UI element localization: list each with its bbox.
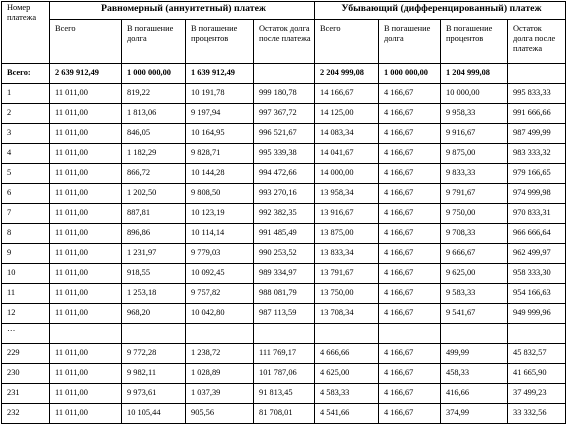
ellipsis-row [2, 324, 566, 344]
diff-principal-cell: 4 166,67 [379, 284, 441, 304]
payment-number-cell: 9 [2, 244, 50, 264]
empty-cell [50, 324, 122, 344]
table-row [2, 404, 566, 424]
diff-principal-cell: 4 166,67 [379, 224, 441, 244]
ellipsis-cell: … [2, 324, 50, 344]
payment-number-cell: 10 [2, 264, 50, 284]
annuity-balance-header: Остаток долга после платежа [254, 20, 315, 64]
diff-balance-cell: 970 833,31 [508, 204, 566, 224]
diff-balance-cell: 974 999,98 [508, 184, 566, 204]
annuity-principal-cell: 1 231,97 [122, 244, 186, 264]
annuity-total-header: Всего [50, 20, 122, 64]
diff-total-header: Всего [315, 20, 379, 64]
annuity-total-cell: 11 011,00 [50, 284, 122, 304]
annuity-interest-cell: 10 164,95 [186, 124, 254, 144]
diff-principal-cell: 4 166,67 [379, 244, 441, 264]
diff-principal-cell: 4 166,67 [379, 124, 441, 144]
annuity-section-title: Равномерный (аннуитетный) платеж [50, 2, 315, 20]
diff-interest-cell: 10 000,00 [441, 84, 508, 104]
diff-total-sum: 2 204 999,08 [315, 64, 379, 84]
diff-principal-cell: 4 166,67 [379, 264, 441, 284]
diff-interest-cell: 9 666,67 [441, 244, 508, 264]
diff-interest-sum: 1 204 999,08 [441, 64, 508, 84]
differentiated-section-title: Убывающий (дифференцированный) платеж [315, 2, 566, 20]
empty-cell [254, 324, 315, 344]
annuity-balance-cell: 994 472,66 [254, 164, 315, 184]
annuity-principal-cell: 896,86 [122, 224, 186, 244]
diff-balance-cell: 962 499,97 [508, 244, 566, 264]
payment-number-cell: 12 [2, 304, 50, 324]
annuity-total-cell: 11 011,00 [50, 384, 122, 404]
annuity-principal-cell: 819,22 [122, 84, 186, 104]
annuity-interest-cell: 10 114,14 [186, 224, 254, 244]
table-row [2, 144, 566, 164]
annuity-principal-cell: 1 813,06 [122, 104, 186, 124]
diff-total-cell: 13 958,34 [315, 184, 379, 204]
annuity-balance-cell: 91 813,45 [254, 384, 315, 404]
diff-balance-cell: 987 499,99 [508, 124, 566, 144]
table-row [2, 304, 566, 324]
payment-number-cell: 4 [2, 144, 50, 164]
diff-balance-cell: 949 999,96 [508, 304, 566, 324]
payment-number-cell: 6 [2, 184, 50, 204]
annuity-interest-cell: 9 779,03 [186, 244, 254, 264]
annuity-principal-cell: 846,05 [122, 124, 186, 144]
diff-principal-cell: 4 166,67 [379, 164, 441, 184]
annuity-principal-cell: 1 182,29 [122, 144, 186, 164]
diff-total-cell: 13 875,00 [315, 224, 379, 244]
payment-number-cell: 231 [2, 384, 50, 404]
diff-total-cell: 13 916,67 [315, 204, 379, 224]
table-row [2, 224, 566, 244]
diff-interest-cell: 9 541,67 [441, 304, 508, 324]
annuity-principal-cell: 9 973,61 [122, 384, 186, 404]
diff-total-cell: 4 625,00 [315, 364, 379, 384]
annuity-balance-cell: 101 787,06 [254, 364, 315, 384]
annuity-principal-cell: 9 772,28 [122, 344, 186, 364]
annuity-interest-cell: 10 042,80 [186, 304, 254, 324]
annuity-interest-cell: 10 191,78 [186, 84, 254, 104]
diff-interest-cell: 9 625,00 [441, 264, 508, 284]
annuity-interest-header: В погашение процентов [186, 20, 254, 64]
table-row [2, 104, 566, 124]
payment-number-cell: 230 [2, 364, 50, 384]
annuity-interest-cell: 10 092,45 [186, 264, 254, 284]
annuity-principal-sum: 1 000 000,00 [122, 64, 186, 84]
table-row [2, 124, 566, 144]
table-row [2, 244, 566, 264]
annuity-interest-cell: 9 808,50 [186, 184, 254, 204]
annuity-balance-cell: 988 081,79 [254, 284, 315, 304]
totals-row [2, 64, 566, 84]
table-row [2, 384, 566, 404]
diff-balance-cell: 991 666,66 [508, 104, 566, 124]
diff-balance-cell: 33 332,56 [508, 404, 566, 424]
annuity-principal-cell: 918,55 [122, 264, 186, 284]
annuity-total-cell: 11 011,00 [50, 224, 122, 244]
annuity-interest-cell: 10 144,28 [186, 164, 254, 184]
annuity-total-cell: 11 011,00 [50, 404, 122, 424]
diff-balance-cell: 958 333,30 [508, 264, 566, 284]
diff-balance-cell: 979 166,65 [508, 164, 566, 184]
diff-principal-cell: 4 166,67 [379, 84, 441, 104]
annuity-principal-cell: 9 982,11 [122, 364, 186, 384]
table-row [2, 344, 566, 364]
annuity-interest-cell: 905,56 [186, 404, 254, 424]
annuity-total-cell: 11 011,00 [50, 304, 122, 324]
diff-principal-sum: 1 000 000,00 [379, 64, 441, 84]
empty-cell [186, 324, 254, 344]
annuity-interest-cell: 9 757,82 [186, 284, 254, 304]
diff-principal-cell: 4 166,67 [379, 344, 441, 364]
diff-principal-header: В погашение долга [379, 20, 441, 64]
payment-number-cell: 8 [2, 224, 50, 244]
diff-interest-cell: 9 750,00 [441, 204, 508, 224]
diff-total-cell: 14 041,67 [315, 144, 379, 164]
payment-number-cell: 229 [2, 344, 50, 364]
diff-total-cell: 14 000,00 [315, 164, 379, 184]
diff-balance-cell: 954 166,63 [508, 284, 566, 304]
diff-total-cell: 13 708,34 [315, 304, 379, 324]
annuity-balance-cell: 999 180,78 [254, 84, 315, 104]
annuity-balance-sum [254, 64, 315, 84]
annuity-interest-cell: 9 197,94 [186, 104, 254, 124]
table-row [2, 84, 566, 104]
diff-principal-cell: 4 166,67 [379, 104, 441, 124]
diff-interest-cell: 9 875,00 [441, 144, 508, 164]
annuity-balance-cell: 992 382,35 [254, 204, 315, 224]
table-row [2, 164, 566, 184]
payment-number-cell: 3 [2, 124, 50, 144]
header-group-row [2, 2, 566, 20]
diff-principal-cell: 4 166,67 [379, 384, 441, 404]
empty-cell [441, 324, 508, 344]
diff-interest-cell: 458,33 [441, 364, 508, 384]
annuity-interest-sum: 1 639 912,49 [186, 64, 254, 84]
annuity-balance-cell: 996 521,67 [254, 124, 315, 144]
table-body [2, 2, 566, 424]
diff-principal-cell: 4 166,67 [379, 404, 441, 424]
diff-interest-cell: 9 791,67 [441, 184, 508, 204]
annuity-principal-cell: 887,81 [122, 204, 186, 224]
loan-payment-table [1, 1, 566, 424]
annuity-interest-cell: 1 028,89 [186, 364, 254, 384]
payment-number-cell: 11 [2, 284, 50, 304]
diff-balance-cell: 983 333,32 [508, 144, 566, 164]
diff-interest-cell: 499,99 [441, 344, 508, 364]
annuity-total-cell: 11 011,00 [50, 244, 122, 264]
diff-total-cell: 4 541,66 [315, 404, 379, 424]
diff-total-cell: 13 750,00 [315, 284, 379, 304]
annuity-balance-cell: 990 253,52 [254, 244, 315, 264]
diff-interest-cell: 9 833,33 [441, 164, 508, 184]
diff-total-cell: 13 791,67 [315, 264, 379, 284]
totals-label: Всего: [2, 64, 50, 84]
annuity-total-cell: 11 011,00 [50, 264, 122, 284]
diff-balance-header: Остаток долга после платежа [508, 20, 566, 64]
annuity-total-cell: 11 011,00 [50, 184, 122, 204]
diff-total-cell: 14 125,00 [315, 104, 379, 124]
annuity-principal-cell: 968,20 [122, 304, 186, 324]
annuity-principal-cell: 1 202,50 [122, 184, 186, 204]
diff-principal-cell: 4 166,67 [379, 184, 441, 204]
annuity-balance-cell: 991 485,49 [254, 224, 315, 244]
annuity-total-cell: 11 011,00 [50, 84, 122, 104]
diff-interest-cell: 9 708,33 [441, 224, 508, 244]
diff-total-cell: 4 666,66 [315, 344, 379, 364]
annuity-interest-cell: 9 828,71 [186, 144, 254, 164]
empty-cell [508, 324, 566, 344]
diff-interest-cell: 9 958,33 [441, 104, 508, 124]
diff-total-cell: 14 083,34 [315, 124, 379, 144]
table-row [2, 264, 566, 284]
annuity-interest-cell: 1 037,39 [186, 384, 254, 404]
payment-number-cell: 5 [2, 164, 50, 184]
diff-balance-cell: 41 665,90 [508, 364, 566, 384]
diff-principal-cell: 4 166,67 [379, 304, 441, 324]
diff-principal-cell: 4 166,67 [379, 364, 441, 384]
annuity-total-cell: 11 011,00 [50, 204, 122, 224]
annuity-balance-cell: 995 339,38 [254, 144, 315, 164]
diff-total-cell: 13 833,34 [315, 244, 379, 264]
diff-balance-cell: 45 832,57 [508, 344, 566, 364]
payment-number-cell: 2 [2, 104, 50, 124]
payment-number-cell: 7 [2, 204, 50, 224]
annuity-total-sum: 2 639 912,49 [50, 64, 122, 84]
table-row [2, 284, 566, 304]
annuity-principal-header: В погашение долга [122, 20, 186, 64]
diff-total-cell: 4 583,33 [315, 384, 379, 404]
annuity-principal-cell: 10 105,44 [122, 404, 186, 424]
annuity-balance-cell: 993 270,16 [254, 184, 315, 204]
annuity-principal-cell: 866,72 [122, 164, 186, 184]
empty-cell [379, 324, 441, 344]
annuity-balance-cell: 989 334,97 [254, 264, 315, 284]
table-row [2, 184, 566, 204]
diff-total-cell: 14 166,67 [315, 84, 379, 104]
annuity-total-cell: 11 011,00 [50, 124, 122, 144]
header-subcolumn-row [2, 20, 566, 64]
annuity-balance-cell: 987 113,59 [254, 304, 315, 324]
diff-interest-header: В погашение процентов [441, 20, 508, 64]
diff-interest-cell: 416,66 [441, 384, 508, 404]
annuity-total-cell: 11 011,00 [50, 344, 122, 364]
diff-balance-cell: 37 499,23 [508, 384, 566, 404]
payment-number-cell: 1 [2, 84, 50, 104]
annuity-total-cell: 11 011,00 [50, 144, 122, 164]
annuity-balance-cell: 997 367,72 [254, 104, 315, 124]
diff-interest-cell: 9 916,67 [441, 124, 508, 144]
diff-balance-cell: 995 833,33 [508, 84, 566, 104]
diff-principal-cell: 4 166,67 [379, 144, 441, 164]
diff-balance-cell: 966 666,64 [508, 224, 566, 244]
empty-cell [315, 324, 379, 344]
diff-interest-cell: 374,99 [441, 404, 508, 424]
payment-number-cell: 232 [2, 404, 50, 424]
annuity-total-cell: 11 011,00 [50, 164, 122, 184]
table-row [2, 204, 566, 224]
diff-balance-sum [508, 64, 566, 84]
annuity-total-cell: 11 011,00 [50, 364, 122, 384]
empty-cell [122, 324, 186, 344]
annuity-balance-cell: 111 769,17 [254, 344, 315, 364]
annuity-balance-cell: 81 708,01 [254, 404, 315, 424]
annuity-total-cell: 11 011,00 [50, 104, 122, 124]
diff-interest-cell: 9 583,33 [441, 284, 508, 304]
table-row [2, 364, 566, 384]
annuity-interest-cell: 10 123,19 [186, 204, 254, 224]
payment-number-header: Номер платежа [2, 2, 50, 64]
annuity-principal-cell: 1 253,18 [122, 284, 186, 304]
annuity-interest-cell: 1 238,72 [186, 344, 254, 364]
diff-principal-cell: 4 166,67 [379, 204, 441, 224]
